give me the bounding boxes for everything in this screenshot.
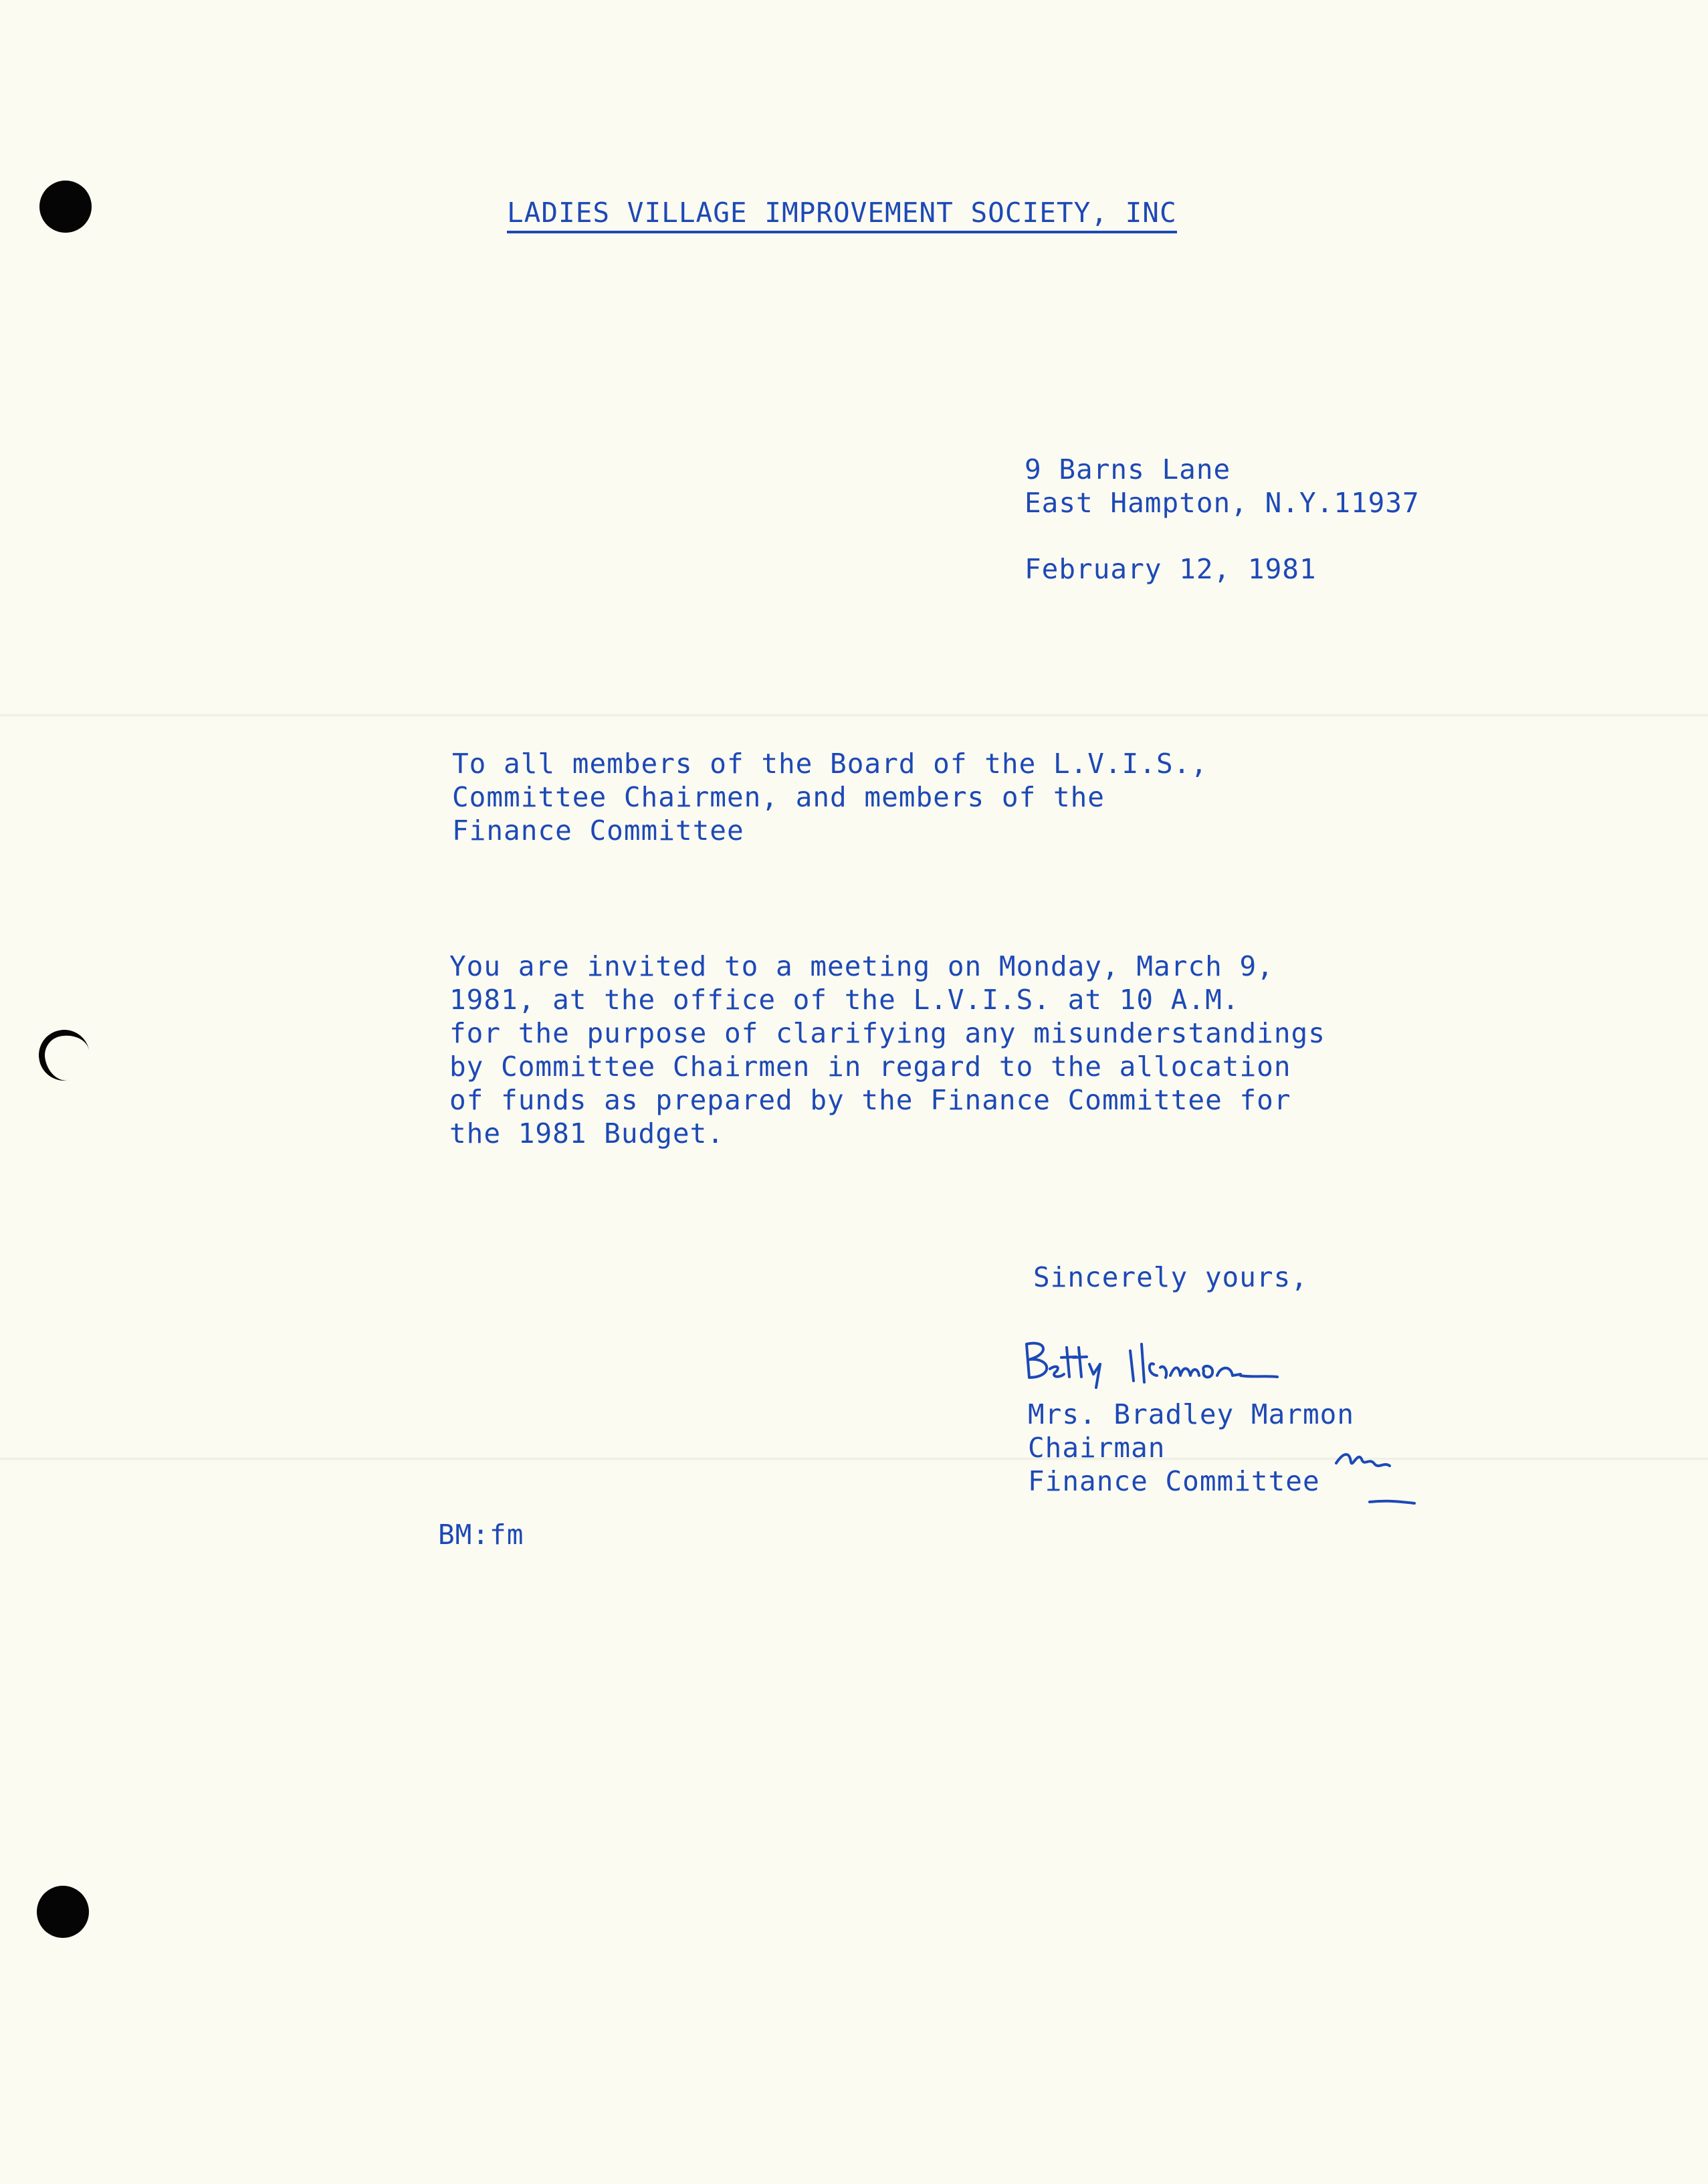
paper-fold (0, 714, 1708, 717)
address-line: East Hampton, N.Y.11937 (1025, 487, 1420, 519)
body-line: of funds as prepared by the Finance Committee for (449, 1084, 1291, 1116)
binder-hole (37, 1886, 89, 1938)
letter-date: February 12, 1981 (1025, 553, 1317, 585)
body-paragraph (449, 950, 1325, 1150)
recipient-line: Finance Committee (452, 814, 744, 847)
body-line: You are invited to a meeting on Monday, March 9, (449, 950, 1274, 982)
recipient-line: Committee Chairmen, and members of the (452, 781, 1105, 813)
reference-initials: BM:fm (438, 1519, 524, 1551)
recipient-line: To all members of the Board of the L.V.I.S., (452, 748, 1208, 780)
body-line: 1981, at the office of the L.V.I.S. at 10 A.M. (449, 984, 1240, 1016)
recipients-block (452, 747, 1208, 847)
signatory-name: Mrs. Bradley Marmon (1028, 1398, 1354, 1430)
closing: Sincerely yours, (1033, 1261, 1308, 1293)
binder-hole (39, 181, 92, 233)
signatory-block (1028, 1398, 1354, 1498)
body-line: the 1981 Budget. (449, 1117, 724, 1150)
sender-address (1025, 453, 1420, 520)
body-line: by Committee Chairmen in regard to the allocation (449, 1051, 1291, 1083)
handwritten-signature (1020, 1327, 1321, 1394)
binder-hole-torn (35, 1026, 94, 1085)
letterhead-title: LADIES VILLAGE IMPROVEMENT SOCIETY, INC (507, 196, 1177, 233)
paper-fold (0, 1458, 1708, 1460)
body-line: for the purpose of clarifying any misunderstandings (449, 1017, 1325, 1049)
address-line: 9 Barns Lane (1025, 453, 1231, 485)
signatory-title: Chairman (1028, 1432, 1166, 1464)
signatory-committee: Finance Committee (1028, 1465, 1320, 1497)
handwritten-initials (1331, 1438, 1418, 1505)
